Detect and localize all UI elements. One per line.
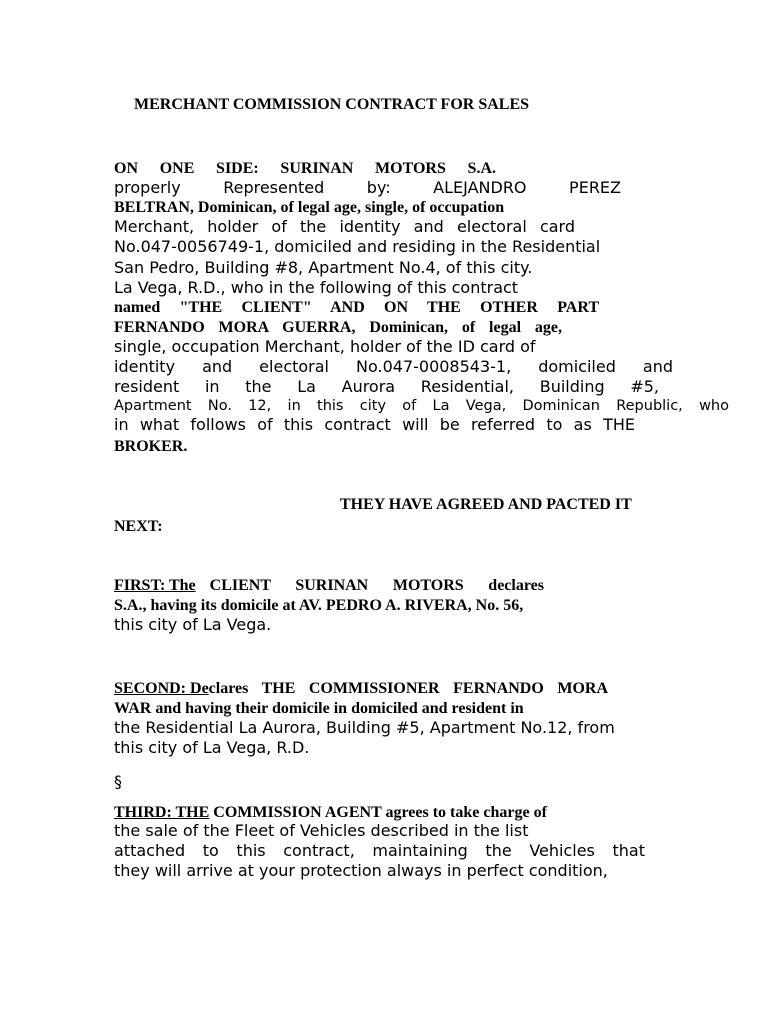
parties-line-10: single, occupation Merchant, holder of the ID card of: [114, 337, 536, 356]
section-mark: §: [114, 772, 122, 791]
parties-line-5: No.047-0056749-1, domiciled and residing in the Residential: [114, 237, 601, 256]
second-line-1: [114, 679, 608, 699]
contract-title: MERCHANT COMMISSION CONTRACT FOR SALES: [134, 96, 530, 113]
third-label: THIRD: THE: [114, 804, 210, 821]
parties-line-14: in what follows of this contract will be referred to as THE: [114, 415, 635, 434]
parties-line-8: named "THE CLIENT" AND ON THE OTHER PART: [114, 299, 599, 316]
first-line-3: this city of La Vega.: [114, 615, 272, 634]
first-label: FIRST: The: [114, 577, 196, 594]
parties-line-6: San Pedro, Building #8, Apartment No.4, of this city.: [114, 258, 533, 277]
parties-line-13: Apartment No. 12, in this city of La Vega, Dominican Republic, who: [114, 398, 729, 414]
second-line-2: WAR and having their domicile in domiciled and resident in: [114, 700, 524, 717]
second-line-4: this city of La Vega, R.D.: [114, 738, 310, 757]
parties-line-11: identity and electoral No.047-0008543-1, domiciled and: [114, 357, 673, 376]
first-line-1-rest: CLIENT SURINAN MOTORS declares: [209, 577, 544, 594]
agreed-line-1: THEY HAVE AGREED AND PACTED IT: [340, 496, 632, 513]
third-line-3: attached to this contract, maintaining the Vehicles that: [114, 841, 645, 860]
first-line-2: S.A., having its domicile at AV. PEDRO A. RIVERA, No. 56,: [114, 597, 524, 614]
third-line-2: the sale of the Fleet of Vehicles described in the list: [114, 821, 529, 840]
parties-line-15: BROKER.: [114, 438, 188, 455]
third-line-1: [114, 803, 730, 823]
parties-line-9: FERNANDO MORA GUERRA, Dominican, of legal age,: [114, 319, 562, 336]
second-line-1-rest: clares THE COMMISSIONER FERNANDO MORA: [208, 680, 608, 697]
second-label: SECOND: De: [114, 680, 209, 697]
third-line-4: they will arrive at your protection always in perfect condition,: [114, 861, 608, 880]
parties-line-7: La Vega, R.D., who in the following of this contract: [114, 278, 519, 297]
parties-line-12: resident in the La Aurora Residential, Building #5,: [114, 377, 659, 396]
second-line-3: the Residential La Aurora, Building #5, Apartment No.12, from: [114, 718, 615, 737]
first-line-1: [114, 576, 544, 596]
parties-line-1: ON ONE SIDE: SURINAN MOTORS S.A.: [114, 160, 496, 177]
parties-line-2: properly Represented by: ALEJANDRO PEREZ: [114, 178, 621, 197]
parties-line-4: Merchant, holder of the identity and electoral card: [114, 217, 575, 236]
third-line-1-rest: COMMISSION AGENT agrees to take charge of: [209, 804, 547, 821]
agreed-line-2: NEXT:: [114, 518, 163, 535]
parties-line-3: BELTRAN, Dominican, of legal age, single, of occupation: [114, 199, 505, 216]
